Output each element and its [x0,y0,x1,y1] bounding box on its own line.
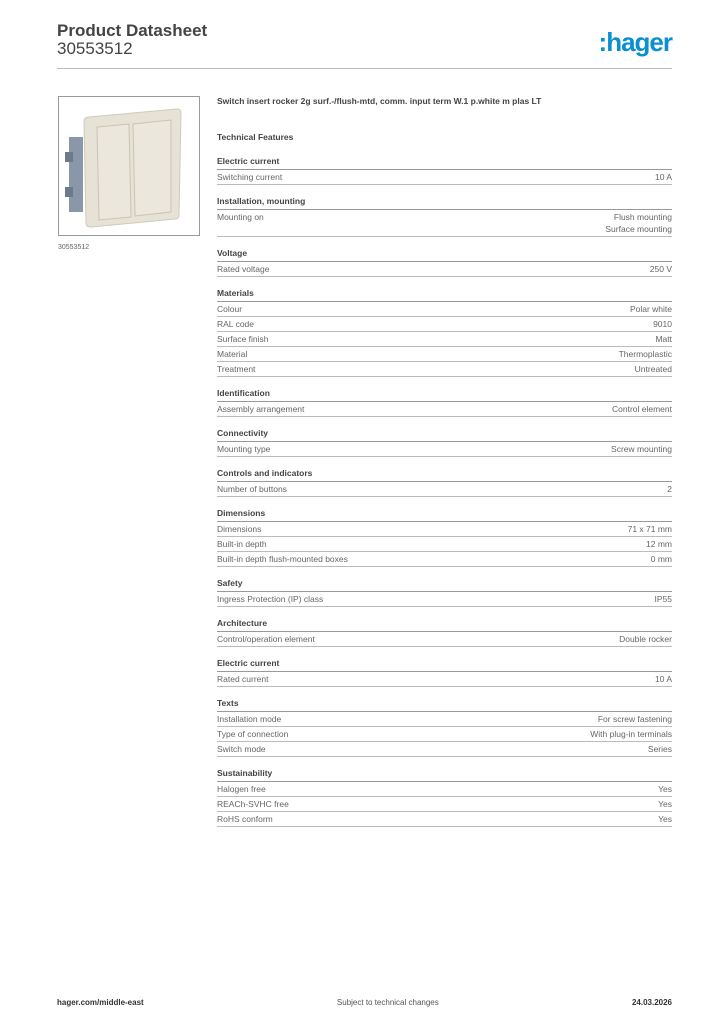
section-heading: Sustainability [217,767,672,782]
feature-row [217,347,672,362]
feature-row [217,552,672,567]
section-heading: Electric current [217,657,672,672]
feature-label: Built-in depth [217,539,267,549]
feature-label: Number of buttons [217,484,287,494]
section-heading: Installation, mounting [217,195,672,210]
feature-value: Yes [658,814,672,824]
feature-row [217,362,672,377]
feature-value: Untreated [634,364,672,374]
footer [57,998,672,1007]
feature-label: Switching current [217,172,283,182]
feature-value: Polar white [629,304,672,314]
feature-label: Rated voltage [217,264,270,274]
section-heading: Materials [217,287,672,302]
feature-label: RAL code [217,319,255,329]
feature-value: Matt [655,334,672,344]
feature-row [217,210,672,237]
feature-row [217,522,672,537]
page-title: Product Datasheet [57,21,208,40]
feature-label: Type of connection [217,729,289,739]
feature-label: Built-in depth flush-mounted boxes [217,554,348,564]
feature-label: Colour [217,304,243,314]
section-heading: Safety [217,577,672,592]
feature-section [217,657,672,687]
feature-value: Thermoplastic [618,349,672,359]
features-title: Technical Features [217,132,294,142]
feature-label: Material [217,349,248,359]
feature-section [217,617,672,647]
feature-value: Double rocker [619,634,672,644]
feature-row [217,537,672,552]
footer-website[interactable]: hager.com/middle-east [57,998,144,1007]
image-caption: 30553512 [58,244,90,251]
feature-section [217,387,672,417]
feature-label: Mounting on [217,212,264,222]
feature-value: 71 x 71 mm [627,524,672,534]
section-heading: Texts [217,697,672,712]
section-heading: Controls and indicators [217,467,672,482]
feature-section [217,427,672,457]
feature-label: Control/operation element [217,634,315,644]
feature-section [217,287,672,377]
feature-row [217,302,672,317]
feature-value: 0 mm [650,554,672,564]
feature-section [217,467,672,497]
feature-label: Mounting type [217,444,271,454]
feature-section [217,577,672,607]
feature-value: Flush mounting Surface mounting [605,212,672,234]
section-heading: Voltage [217,247,672,262]
feature-row [217,782,672,797]
feature-row [217,592,672,607]
feature-value: 9010 [653,319,672,329]
section-heading: Architecture [217,617,672,632]
footer-note: Subject to technical changes [336,998,439,1007]
feature-value: For screw fastening [597,714,672,724]
section-heading: Identification [217,387,672,402]
feature-row [217,332,672,347]
feature-value: 10 A [654,172,672,182]
feature-row [217,672,672,687]
section-heading: Dimensions [217,507,672,522]
feature-label: Ingress Protection (IP) class [217,594,324,604]
product-image [58,96,200,236]
feature-label: Assembly arrangement [217,404,305,414]
header-divider [57,68,672,69]
feature-value: With plug-in terminals [590,729,672,739]
feature-row [217,442,672,457]
feature-row [217,402,672,417]
feature-value: IP55 [654,594,672,604]
feature-label: Halogen free [217,784,266,794]
feature-row [217,727,672,742]
feature-value: Yes [658,784,672,794]
feature-label: Treatment [217,364,256,374]
feature-row [217,262,672,277]
feature-label: REACh-SVHC free [217,799,289,809]
feature-value: 250 V [649,264,672,274]
feature-row [217,712,672,727]
feature-value: Screw mounting [611,444,672,454]
feature-label: Installation mode [217,714,282,724]
feature-row [217,482,672,497]
feature-row [217,170,672,185]
hager-logo: :hager [598,27,672,57]
datasheet-content [217,95,672,837]
section-heading: Electric current [217,155,672,170]
product-title: Switch insert rocker 2g surf.-/flush-mtd, comm. input term W.1 p.white m plas LT [217,96,542,106]
feature-section [217,195,672,237]
section-heading: Connectivity [217,427,672,442]
feature-label: Switch mode [217,744,266,754]
feature-value: 2 [667,484,672,494]
feature-row [217,812,672,827]
feature-label: RoHS conform [217,814,273,824]
feature-label: Rated current [217,674,269,684]
feature-section [217,155,672,185]
feature-section [217,767,672,827]
feature-value: Yes [658,799,672,809]
feature-row [217,742,672,757]
feature-row [217,317,672,332]
feature-section [217,697,672,757]
feature-sections [217,155,672,827]
feature-value: Series [647,744,672,754]
feature-value: 10 A [654,674,672,684]
footer-date: 24.03.2026 [631,998,672,1007]
feature-section [217,507,672,567]
product-number: 30553512 [57,39,133,58]
feature-label: Dimensions [217,524,262,534]
feature-section [217,247,672,277]
feature-row [217,632,672,647]
feature-value: Control element [611,404,672,414]
feature-label: Surface finish [217,334,269,344]
feature-row [217,797,672,812]
feature-value: 12 mm [646,539,672,549]
